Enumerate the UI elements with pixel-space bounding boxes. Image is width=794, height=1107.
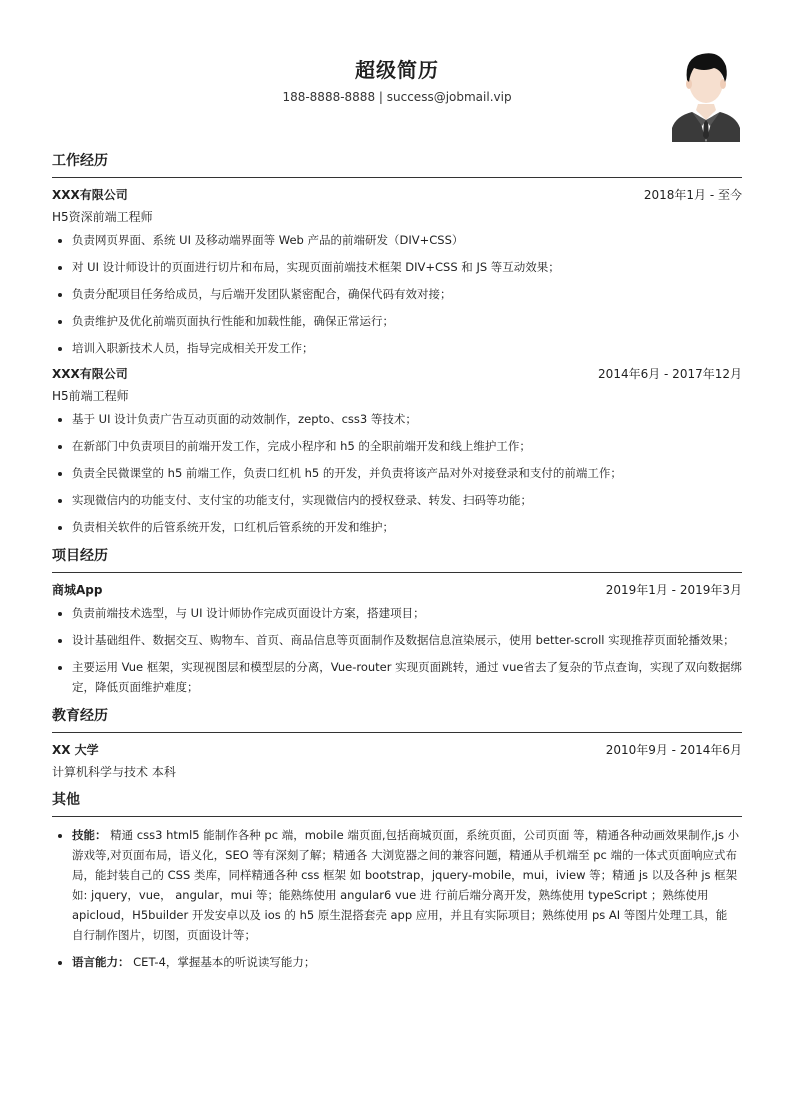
other-list bbox=[52, 825, 742, 972]
job-title: H5前端工程师 bbox=[52, 389, 129, 403]
list-item: • 培训入职新技术人员，指导完成相关开发工作； bbox=[72, 338, 742, 358]
list-item: • 负责相关软件的后管系统开发，口红机后管系统的开发和维护； bbox=[72, 517, 742, 537]
duty-list bbox=[52, 230, 742, 358]
work-entry bbox=[52, 186, 742, 358]
item-text: 精通 css3 html5 能制作各种 pc 端，mobile 端页面,包括商城页面，系统页面，公司页面 等，精通各种动画效果制作,js 小游戏等,对页面布局，语义化，SEO 等有深刻了解；精通各 大浏览器之间的兼容问题，精通从手机端至 pc 端的一体式页面响应式布局，能封装自己的 CSS 类库，同样精通各种 css 框架 如 bootstrap，jquery-mobile，mui，iview 等；精通 js 以及各种 js 框架 如: jquery，vue， angular，mui 等；能熟练使用 angular6 vue 进 行前后端分离开发，熟练使用 typeScript ；熟练使用 apicloud，H5builder 开发安卓以及 ios 的 h5 原生混搭套壳 app 应用，并且有实际项目；熟练使用 ps AI 等图片处理工具，能 自行制作图片，切图，页面设计等； bbox=[72, 828, 740, 942]
contact-info: 188-8888-8888 | success@jobmail.vip bbox=[282, 90, 512, 104]
item-label: 语言能力： bbox=[72, 955, 130, 969]
project-name: 商城App bbox=[52, 583, 103, 597]
work-entry bbox=[52, 365, 742, 537]
job-title: H5资深前端工程师 bbox=[52, 210, 153, 224]
list-item: • 负责分配项目任务给成员，与后端开发团队紧密配合，确保代码有效对接； bbox=[72, 284, 742, 304]
work-experience-section bbox=[52, 152, 742, 537]
company-name: XXX有限公司 bbox=[52, 188, 128, 202]
duty-list bbox=[52, 409, 742, 537]
other-section bbox=[52, 791, 742, 972]
major-degree: 计算机科学与技术 本科 bbox=[52, 765, 176, 779]
resume-header bbox=[52, 0, 742, 142]
duty-list bbox=[52, 603, 742, 697]
project-experience-section bbox=[52, 547, 742, 697]
list-item: • 负责网页界面、系统 UI 及移动端界面等 Web 产品的前端研发（DIV+CSS） bbox=[72, 230, 742, 250]
list-item: • 在新部门中负责项目的前端开发工作，完成小程序和 h5 的全职前端开发和线上维护工作； bbox=[72, 436, 742, 456]
list-item bbox=[72, 825, 742, 945]
education-section bbox=[52, 707, 742, 781]
resume-page bbox=[52, 0, 742, 979]
entry-date: 2018年1月 - 至今 bbox=[643, 188, 742, 202]
section-title: 其他 bbox=[52, 791, 742, 817]
section-title: 教育经历 bbox=[52, 707, 742, 733]
entry-date: 2010年9月 - 2014年6月 bbox=[605, 743, 742, 757]
list-item bbox=[72, 952, 742, 972]
entry-date: 2019年1月 - 2019年3月 bbox=[605, 583, 742, 597]
list-item: • 实现微信内的功能支付、支付宝的功能支付，实现微信内的授权登录、转发、扫码等功能； bbox=[72, 490, 742, 510]
list-item: • 负责全民微课堂的 h5 前端工作，负责口红机 h5 的开发，并负责将该产品对外对接登录和支付的前端工作； bbox=[72, 463, 742, 483]
item-label: 技能： bbox=[72, 828, 107, 842]
list-item: • 负责前端技术选型，与 UI 设计师协作完成页面设计方案，搭建项目； bbox=[72, 603, 742, 623]
avatar-person-icon bbox=[670, 46, 742, 142]
company-name: XXX有限公司 bbox=[52, 367, 128, 381]
item-text: CET-4，掌握基本的听说读写能力； bbox=[133, 955, 316, 969]
section-title: 项目经历 bbox=[52, 547, 742, 573]
list-item: • 设计基础组件、数据交互、购物车、首页、商品信息等页面制作及数据信息渲染展示，使用 better-scroll 实现推荐页面轮播效果； bbox=[72, 630, 742, 650]
project-entry bbox=[52, 581, 742, 697]
entry-date: 2014年6月 - 2017年12月 bbox=[598, 367, 742, 381]
list-item: • 对 UI 设计师设计的页面进行切片和布局，实现页面前端技术框架 DIV+CSS 和 JS 等互动效果； bbox=[72, 257, 742, 277]
section-title: 工作经历 bbox=[52, 152, 742, 178]
school-name: XX 大学 bbox=[52, 743, 99, 757]
list-item: • 主要运用 Vue 框架，实现视图层和模型层的分离，Vue-router 实现页面跳转，通过 vue省去了复杂的节点查询，实现了双向数据绑定，降低页面维护难度； bbox=[72, 657, 742, 697]
resume-name: 超级简历 bbox=[355, 58, 439, 82]
list-item: • 负责维护及优化前端页面执行性能和加载性能，确保正常运行； bbox=[72, 311, 742, 331]
list-item: • 基于 UI 设计负责广告互动页面的动效制作，zepto、css3 等技术； bbox=[72, 409, 742, 429]
